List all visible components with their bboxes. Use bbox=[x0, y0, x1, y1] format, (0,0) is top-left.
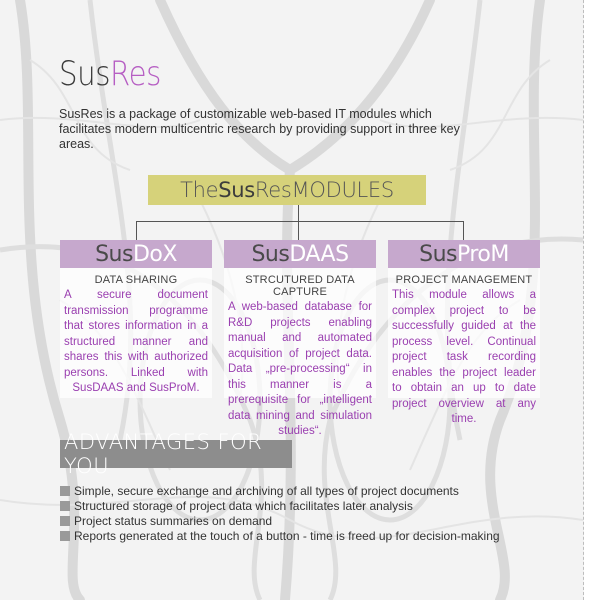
module-subtitle: STRCUTURED DATA CAPTURE bbox=[245, 274, 355, 298]
module-description: This module allows a complex project to be successfully guided at the process level. Continual project task recording enables the project leader to obtain an up to date project overview at any time. bbox=[392, 289, 536, 425]
intro-text: SusRes is a package of customizable web-based IT modules which facilitates modern multicentric research by providing support in three key areas. bbox=[59, 107, 460, 151]
connector-stem bbox=[298, 205, 299, 222]
connector-right bbox=[463, 221, 464, 240]
modules-banner-sus: Sus bbox=[218, 178, 255, 202]
connector-middle bbox=[298, 221, 299, 240]
module-subtitle: DATA SHARING bbox=[94, 274, 178, 286]
modules-banner-suffix: MODULES bbox=[291, 178, 394, 202]
advantage-text: Reports generated at the touch of a button - time is freed up for decision-making bbox=[74, 528, 500, 543]
module-body bbox=[388, 268, 540, 425]
module-description: A web-based database for R&D projects enabling manual and automated acquisition of project data. Data „pre-processing“ in this manner is a prerequisite for „intelligent data mining and simulation studies“. bbox=[228, 301, 372, 437]
module-susdox bbox=[60, 240, 212, 398]
list-item bbox=[60, 528, 500, 543]
square-bullet-icon bbox=[60, 531, 70, 541]
modules-banner bbox=[148, 175, 426, 205]
module-name-suffix: DAAS bbox=[289, 241, 349, 267]
module-body bbox=[60, 268, 212, 398]
square-bullet-icon bbox=[60, 516, 70, 526]
module-name-prefix: Sus bbox=[95, 241, 133, 267]
modules-banner-res: Res bbox=[254, 178, 292, 202]
module-header bbox=[224, 240, 376, 268]
module-susdaas bbox=[224, 240, 376, 437]
module-susprom bbox=[388, 240, 540, 425]
module-description: A secure document transmission programme that stores information in a structured manner and shares this with authorized persons. Linked with SusDAAS and SusProM. bbox=[64, 289, 208, 394]
connector-bar bbox=[136, 221, 464, 222]
modules-banner-prefix: The bbox=[180, 178, 219, 202]
module-header bbox=[60, 240, 212, 268]
page-title bbox=[59, 54, 161, 94]
module-name-prefix: Sus bbox=[419, 241, 457, 267]
module-body bbox=[224, 268, 376, 437]
module-header bbox=[388, 240, 540, 268]
title-prefix: Sus bbox=[59, 54, 111, 94]
advantage-text: Structured storage of project data which facilitates later analysis bbox=[74, 498, 413, 513]
list-item bbox=[60, 483, 500, 498]
title-suffix: Res bbox=[110, 54, 161, 94]
connector-left bbox=[136, 221, 137, 240]
advantage-text: Project status summaries on demand bbox=[74, 513, 273, 528]
module-name-prefix: Sus bbox=[251, 241, 290, 267]
advantage-text: Simple, secure exchange and archiving of all types of project documents bbox=[74, 483, 459, 498]
advantages-list bbox=[60, 483, 500, 543]
square-bullet-icon bbox=[60, 501, 70, 511]
list-item bbox=[60, 513, 500, 528]
module-subtitle: PROJECT MANAGEMENT bbox=[395, 274, 533, 286]
square-bullet-icon bbox=[60, 486, 70, 496]
module-name-suffix: DoX bbox=[132, 241, 177, 267]
module-name-suffix: ProM bbox=[456, 241, 509, 267]
list-item bbox=[60, 498, 500, 513]
advantages-banner: ADVANTAGES FOR YOU bbox=[60, 440, 292, 468]
